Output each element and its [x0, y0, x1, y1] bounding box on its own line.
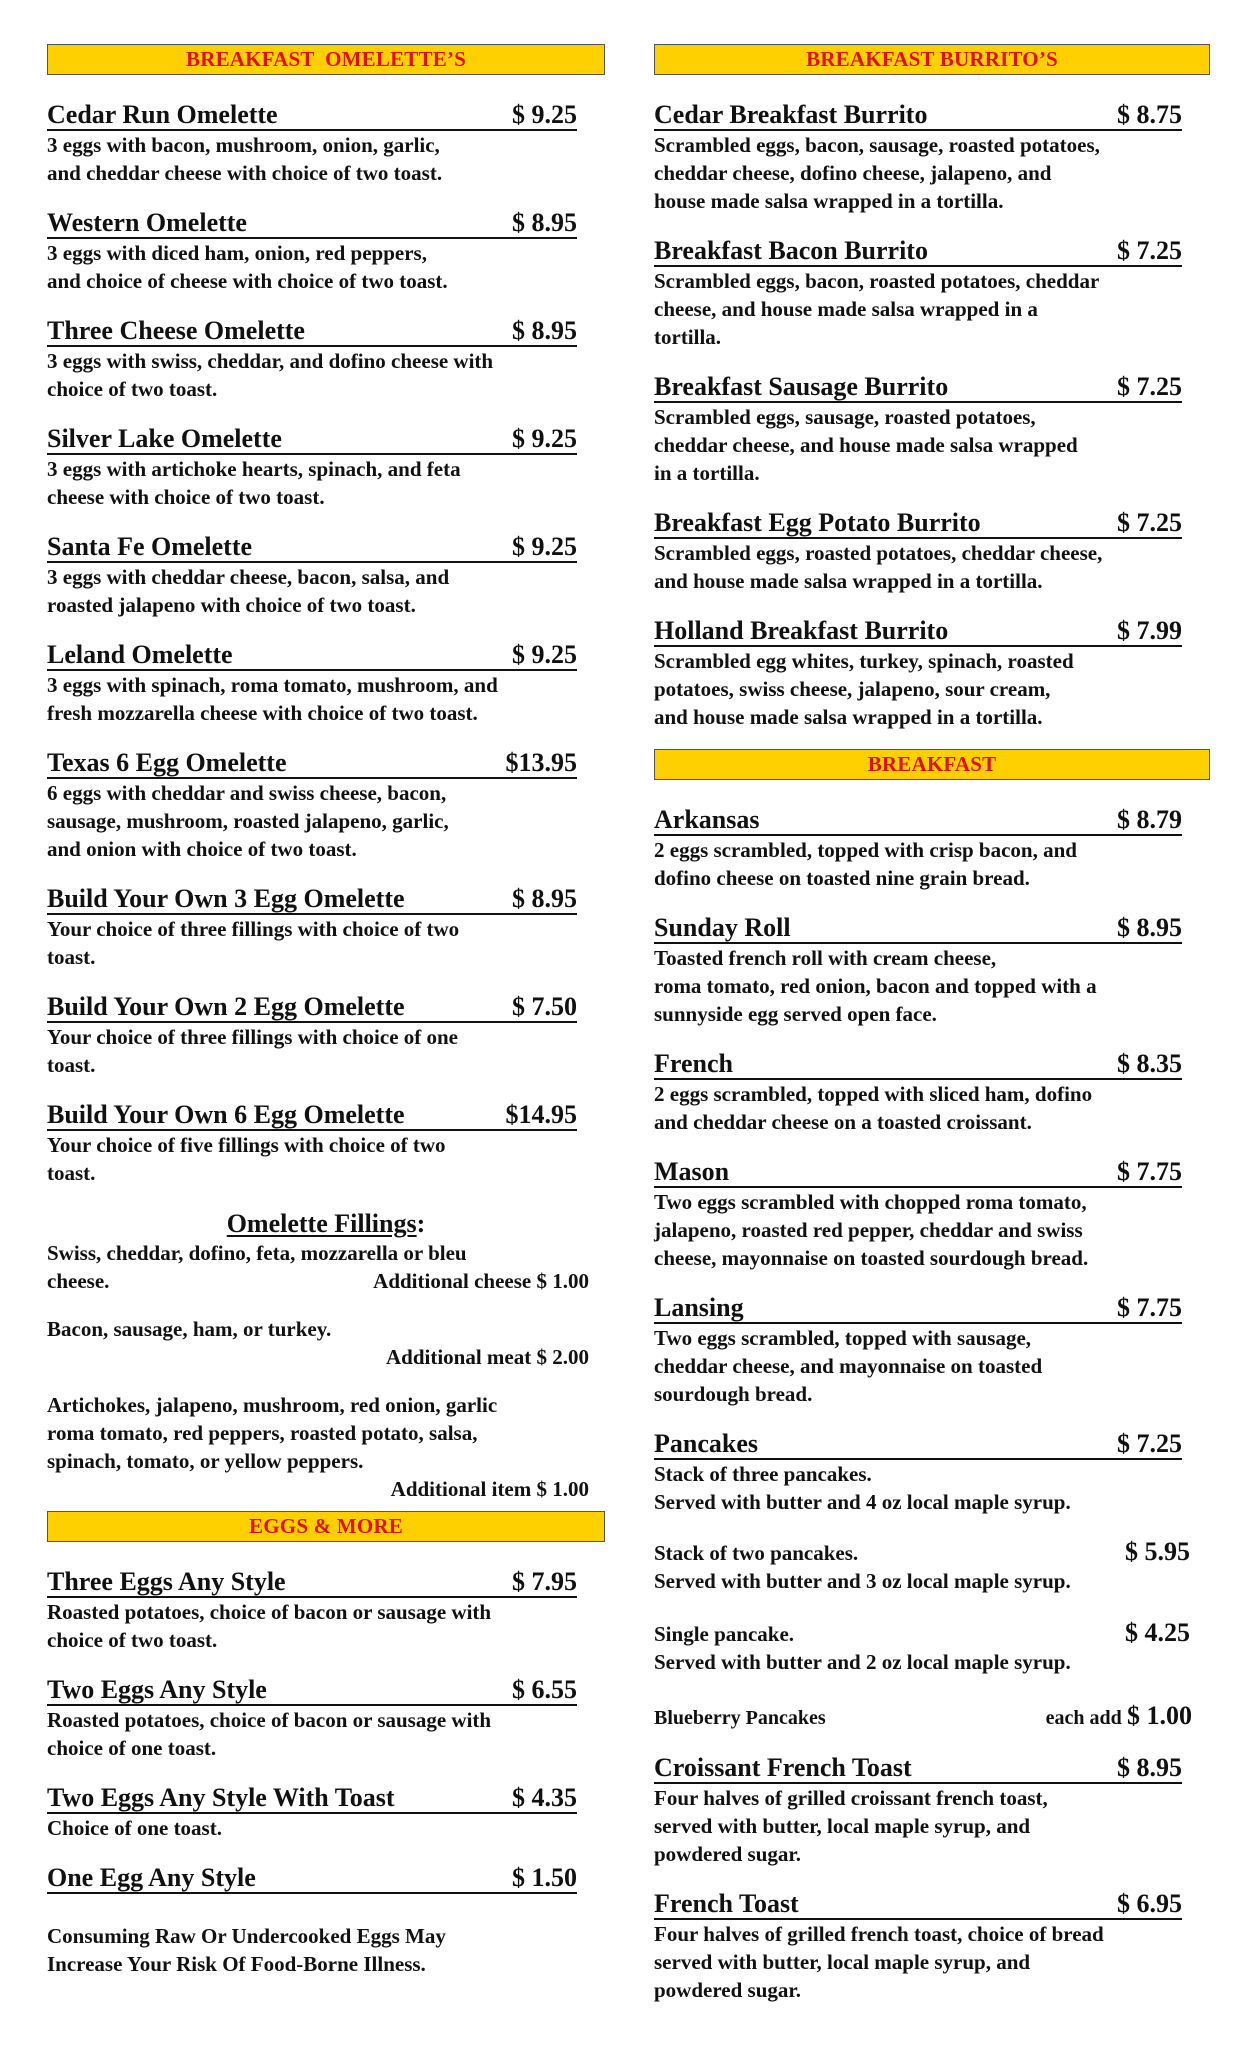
menu-item	[47, 1782, 605, 1842]
blueberry-add-group	[1046, 1702, 1192, 1732]
menu-item	[47, 883, 605, 971]
menu-item-name: Lansing	[654, 1293, 744, 1322]
menu-item-price: $ 8.95	[512, 208, 577, 237]
menu-item-name: Cedar Run Omelette	[47, 100, 278, 129]
menu-item	[47, 99, 605, 187]
menu-item-description: Scrambled eggs, roasted potatoes, cheddar cheese, and house made salsa wrapped in a tortilla.	[654, 541, 1103, 593]
menu-item-price: $ 8.35	[1117, 1049, 1182, 1078]
menu-item-name: Western Omelette	[47, 208, 247, 237]
menu-item-header	[47, 991, 577, 1023]
pancake-two-row	[654, 1538, 1190, 1567]
menu-item-name: Pancakes	[654, 1429, 758, 1458]
menu-item-price: $ 8.95	[1117, 913, 1182, 942]
menu-item-header	[47, 531, 577, 563]
menu-item	[654, 1292, 1210, 1408]
menu-item-name: One Egg Any Style	[47, 1863, 256, 1892]
menu-item-description: Four halves of grilled french toast, choice of bread served with butter, local maple syrup, and powdered sugar.	[654, 1922, 1104, 2002]
menu-item-description: 3 eggs with spinach, roma tomato, mushroom, and fresh mozzarella cheese with choice of two toast.	[47, 673, 498, 725]
menu-item	[654, 507, 1210, 595]
menu-item	[654, 1048, 1210, 1136]
menu-item-name: Build Your Own 2 Egg Omelette	[47, 992, 405, 1021]
menu-item	[47, 1674, 605, 1762]
menu-item-name: Breakfast Sausage Burrito	[654, 372, 949, 401]
menu-item-price: $ 8.95	[1117, 1753, 1182, 1782]
menu-item-description: 3 eggs with artichoke hearts, spinach, and feta cheese with choice of two toast.	[47, 457, 461, 509]
eggs-banner: EGGS & MORE	[47, 1511, 605, 1542]
menu-item-price: $ 7.95	[512, 1567, 577, 1596]
pancake-single-desc: Served with butter and 2 oz local maple syrup.	[654, 1650, 1071, 1674]
menu-item-name: French Toast	[654, 1889, 799, 1918]
menu-item-name: Three Cheese Omelette	[47, 316, 305, 345]
menu-item-name: Build Your Own 6 Egg Omelette	[47, 1100, 405, 1129]
menu-item-name: Cedar Breakfast Burrito	[654, 100, 928, 129]
menu-item	[47, 1099, 605, 1187]
menu-item-header	[654, 615, 1182, 647]
breakfast-list	[654, 804, 1210, 1516]
menu-item	[654, 1428, 1210, 1516]
menu-item-header	[654, 507, 1182, 539]
pancake-two-label: Stack of two pancakes.	[654, 1541, 859, 1565]
eggs-warning: Consuming Raw Or Undercooked Eggs May Increase Your Risk Of Food-Borne Illness.	[47, 1924, 446, 1976]
blueberry-label: Blueberry Pancakes	[654, 1707, 826, 1729]
blueberry-row	[654, 1702, 1192, 1732]
menu-item	[47, 531, 605, 619]
menu-item-description: Roasted potatoes, choice of bacon or sausage with choice of two toast.	[47, 1600, 492, 1652]
menu-item-description: Four halves of grilled croissant french toast, served with butter, local maple syrup, and powdered sugar.	[654, 1786, 1048, 1866]
left-column	[47, 44, 605, 1978]
menu-item	[47, 315, 605, 403]
menu-item	[654, 912, 1210, 1028]
menu-item-description: Toasted french roll with cream cheese, roma tomato, red onion, bacon and topped with a sunnyside egg served open face.	[654, 946, 1097, 1026]
menu-item-description: Your choice of five fillings with choice of two toast.	[47, 1133, 446, 1185]
menu-item-description: Scrambled eggs, bacon, roasted potatoes, cheddar cheese, and house made salsa wrapped in a tortilla.	[654, 269, 1100, 349]
menu-item-description: Scrambled egg whites, turkey, spinach, roasted potatoes, swiss cheese, jalapeno, sour cream, and house made salsa wrapped in a tortilla.	[654, 649, 1074, 729]
menu-item-name: French	[654, 1049, 733, 1078]
menu-item-header	[47, 99, 577, 131]
menu-item-header	[654, 1048, 1182, 1080]
menu-item-header	[47, 1566, 577, 1598]
menu-item	[654, 1156, 1210, 1272]
fillings-cheese-line1: Swiss, cheddar, dofino, feta, mozzarella or bleu	[47, 1241, 467, 1265]
menu-item-description: 6 eggs with cheddar and swiss cheese, bacon, sausage, mushroom, roasted jalapeno, garlic, and onion with choice of two toast.	[47, 781, 449, 861]
menu-item-name: Leland Omelette	[47, 640, 233, 669]
menu-item-description: 3 eggs with bacon, mushroom, onion, garlic, and cheddar cheese with choice of two toast.	[47, 133, 443, 185]
menu-item-description: 2 eggs scrambled, topped with sliced ham, dofino and cheddar cheese on a toasted croissant.	[654, 1082, 1093, 1134]
menu-item-name: Arkansas	[654, 805, 760, 834]
menu-item	[654, 804, 1210, 892]
menu-item	[47, 991, 605, 1079]
menu-item-price: $ 9.25	[512, 100, 577, 129]
menu-item-header	[47, 883, 577, 915]
menu-item-name: Sunday Roll	[654, 913, 791, 942]
menu-item-description: 3 eggs with diced ham, onion, red peppers, and choice of cheese with choice of two toast.	[47, 241, 448, 293]
menu-item	[47, 1862, 605, 1894]
menu-item-header	[654, 804, 1182, 836]
menu-item-header	[47, 1674, 577, 1706]
fillings-items	[47, 1391, 605, 1503]
menu-item-header	[47, 207, 577, 239]
menu-item	[47, 639, 605, 727]
pancake-two-price: $ 5.95	[1125, 1537, 1190, 1566]
menu-item-price: $14.95	[505, 1100, 577, 1129]
fillings-item-line2: roma tomato, red peppers, roasted potato, salsa,	[47, 1421, 478, 1445]
menu-item-header	[654, 912, 1182, 944]
menu-item-name: Silver Lake Omelette	[47, 424, 282, 453]
menu-item-header	[654, 1428, 1182, 1460]
fillings-cheese	[47, 1239, 605, 1295]
fillings-title	[47, 1209, 605, 1239]
fillings-meat-add: Additional meat $ 2.00	[385, 1345, 589, 1369]
menu-item-price: $ 8.79	[1117, 805, 1182, 834]
menu-item-price: $13.95	[505, 748, 577, 777]
menu-item-price: $ 7.25	[1117, 508, 1182, 537]
menu-item	[654, 615, 1210, 731]
menu-item-header	[47, 747, 577, 779]
menu-item-header	[47, 315, 577, 347]
menu-item-header	[654, 235, 1182, 267]
menu-item-price: $ 4.35	[512, 1783, 577, 1812]
fillings-title-colon: :	[416, 1209, 426, 1238]
omelettes-list	[47, 99, 605, 1187]
menu-item-price: $ 8.75	[1117, 100, 1182, 129]
menu-item-price: $ 8.95	[512, 884, 577, 913]
breakfast-banner: BREAKFAST	[654, 749, 1210, 780]
menu-item-name: Three Eggs Any Style	[47, 1567, 286, 1596]
menu-item-name: Holland Breakfast Burrito	[654, 616, 949, 645]
menu-item-price: $ 7.50	[512, 992, 577, 1021]
menu-item-name: Croissant French Toast	[654, 1753, 912, 1782]
menu-item-name: Two Eggs Any Style With Toast	[47, 1783, 395, 1812]
fillings-cheese-add: Additional cheese $ 1.00	[373, 1269, 589, 1293]
burritos-list	[654, 99, 1210, 731]
menu-item-price: $ 7.25	[1117, 236, 1182, 265]
menu-item-name: Santa Fe Omelette	[47, 532, 253, 561]
menu-item-name: Breakfast Bacon Burrito	[654, 236, 928, 265]
fillings-item-add: Additional item $ 1.00	[390, 1477, 589, 1501]
menu-item-description: Scrambled eggs, bacon, sausage, roasted potatoes, cheddar cheese, dofino cheese, jalapeno, and house made salsa wrapped in a tortilla.	[654, 133, 1100, 213]
menu-item	[654, 99, 1210, 215]
blueberry-add: each add	[1045, 1707, 1122, 1729]
omelettes-banner: BREAKFAST OMELETTE’S	[47, 44, 605, 75]
menu-item	[47, 1566, 605, 1654]
fillings-meat	[47, 1315, 605, 1371]
menu-item-name: Texas 6 Egg Omelette	[47, 748, 287, 777]
menu-item	[654, 1888, 1210, 2004]
menu-item-header	[47, 1782, 577, 1814]
menu-item	[47, 747, 605, 863]
menu-item-description: Stack of three pancakes. Served with butter and 4 oz local maple syrup.	[654, 1462, 1071, 1514]
menu-item	[654, 235, 1210, 351]
menu-item-description: Scrambled eggs, sausage, roasted potatoes, cheddar cheese, and house made salsa wrapped in a tortilla.	[654, 405, 1078, 485]
menu-item	[654, 371, 1210, 487]
menu-item-name: Two Eggs Any Style	[47, 1675, 267, 1704]
menu-item-price: $ 7.75	[1117, 1293, 1182, 1322]
menu-item-price: $ 9.25	[512, 640, 577, 669]
menu-item-name: Breakfast Egg Potato Burrito	[654, 508, 981, 537]
menu-item-price: $ 6.95	[1117, 1889, 1182, 1918]
pancake-single-price: $ 4.25	[1125, 1618, 1190, 1647]
menu-item-price: $ 6.55	[512, 1675, 577, 1704]
menu-item-header	[654, 99, 1182, 131]
pancake-two-desc: Served with butter and 3 oz local maple syrup.	[654, 1569, 1071, 1593]
pancake-single-row	[654, 1619, 1190, 1648]
menu-item-description: 2 eggs scrambled, topped with crisp bacon, and dofino cheese on toasted nine grain bread.	[654, 838, 1077, 890]
fillings-item-line1: Artichokes, jalapeno, mushroom, red onion, garlic	[47, 1393, 498, 1417]
menu-item	[654, 1752, 1210, 1868]
menu-item-header	[47, 639, 577, 671]
menu-item-price: $ 7.25	[1117, 1429, 1182, 1458]
menu-item-price: $ 8.95	[512, 316, 577, 345]
menu-item-header	[654, 1156, 1182, 1188]
eggs-list	[47, 1566, 605, 1894]
fillings-cheese-line2: cheese.	[47, 1269, 110, 1293]
burritos-banner: BREAKFAST BURRITO’S	[654, 44, 1210, 75]
menu-item	[47, 423, 605, 511]
blueberry-price: $ 1.00	[1127, 1701, 1192, 1730]
menu-item-price: $ 7.99	[1117, 616, 1182, 645]
menu-item-description: Two eggs scrambled with chopped roma tomato, jalapeno, roasted red pepper, cheddar and swiss cheese, mayonnaise on toasted sourdough bread.	[654, 1190, 1089, 1270]
menu-item-description: Choice of one toast.	[47, 1816, 222, 1840]
menu-item-description: Your choice of three fillings with choice of one toast.	[47, 1025, 459, 1077]
menu-item-header	[654, 1888, 1182, 1920]
menu-item-name: Build Your Own 3 Egg Omelette	[47, 884, 405, 913]
menu-item-price: $ 1.50	[512, 1863, 577, 1892]
menu-item-description: Two eggs scrambled, topped with sausage, cheddar cheese, and mayonnaise on toasted sourdough bread.	[654, 1326, 1043, 1406]
fillings-cheese-row	[47, 1267, 605, 1295]
menu-item	[47, 207, 605, 295]
menu-item-price: $ 9.25	[512, 532, 577, 561]
menu-item-header	[47, 1099, 577, 1131]
menu-item-name: Mason	[654, 1157, 730, 1186]
menu-item-description: 3 eggs with swiss, cheddar, and dofino cheese with choice of two toast.	[47, 349, 494, 401]
fillings-meat-line: Bacon, sausage, ham, or turkey.	[47, 1317, 332, 1341]
menu-item-description: 3 eggs with cheddar cheese, bacon, salsa, and roasted jalapeno with choice of two toast.	[47, 565, 450, 617]
menu-item-header	[47, 1862, 577, 1894]
menu-item-header	[654, 1292, 1182, 1324]
menu-item-header	[47, 423, 577, 455]
menu-item-description: Your choice of three fillings with choice of two toast.	[47, 917, 460, 969]
menu-item-price: $ 7.75	[1117, 1157, 1182, 1186]
toast-list	[654, 1752, 1210, 2004]
menu-item-description: Roasted potatoes, choice of bacon or sausage with choice of one toast.	[47, 1708, 492, 1760]
pancake-single-label: Single pancake.	[654, 1622, 795, 1646]
menu-item-price: $ 9.25	[512, 424, 577, 453]
fillings-title-text: Omelette Fillings	[226, 1209, 417, 1238]
menu-item-header	[654, 1752, 1182, 1784]
menu-item-header	[654, 371, 1182, 403]
menu-item-price: $ 7.25	[1117, 372, 1182, 401]
right-column	[654, 44, 1210, 2004]
fillings-item-line3: spinach, tomato, or yellow peppers.	[47, 1449, 364, 1473]
